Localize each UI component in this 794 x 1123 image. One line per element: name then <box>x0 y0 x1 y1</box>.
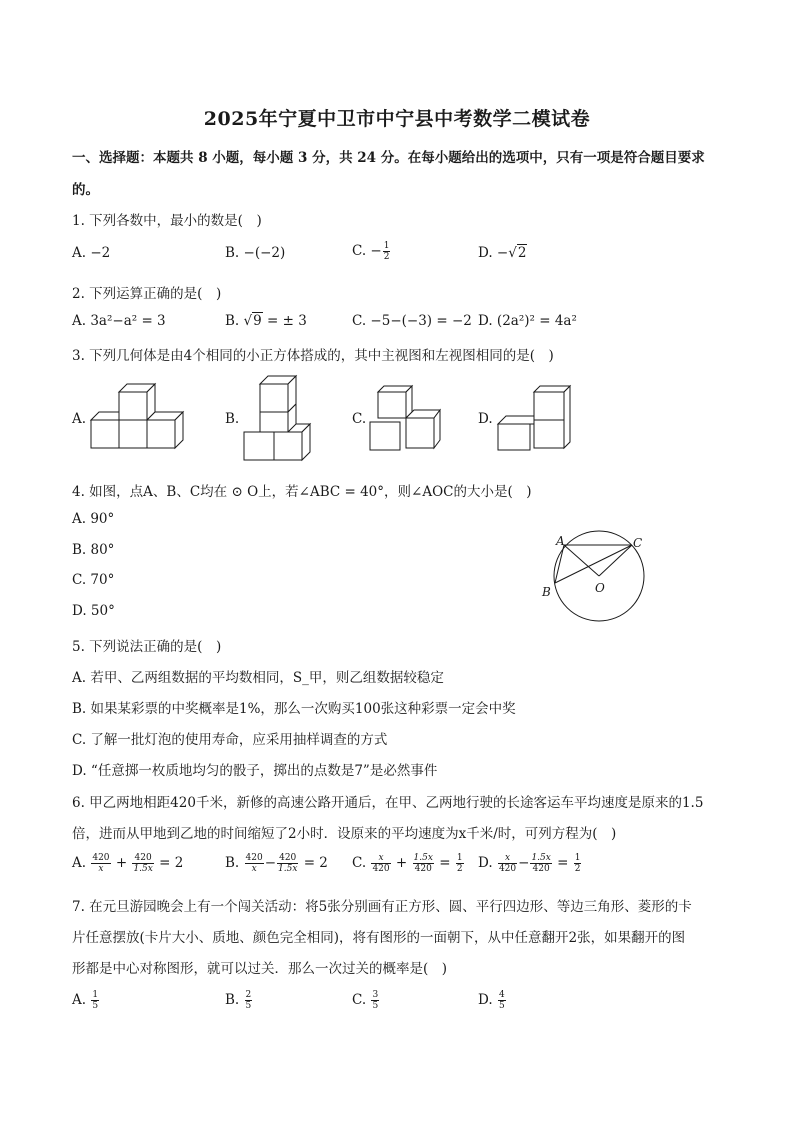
fraction-denominator: 5 <box>245 1001 252 1011</box>
q1-option-c <box>352 241 391 262</box>
q4-circle-figure <box>538 530 658 626</box>
q7-option-c <box>352 990 380 1011</box>
fraction <box>245 853 264 874</box>
q1-option-c-label: C. − <box>352 243 382 259</box>
q2-option-b-tail: = ± 3 <box>262 313 307 329</box>
q7-option-d <box>478 990 507 1011</box>
fraction-denominator: 2 <box>383 252 390 262</box>
q4-option-a: A. 90° <box>72 511 115 527</box>
operator: − <box>518 855 530 871</box>
fraction-numerator: 420 <box>92 853 110 863</box>
fraction-denominator: 2 <box>456 864 463 874</box>
fraction <box>530 853 551 874</box>
q5-option-a: A. 若甲、乙两组数据的平均数相同，S_甲，则乙组数据较稳定 <box>72 670 444 686</box>
fraction <box>456 853 464 874</box>
q4-option-b: B. 80° <box>72 542 115 558</box>
q1-option-d-label: D. − <box>478 245 509 261</box>
fraction <box>498 853 517 874</box>
label-point-o: O <box>595 581 605 595</box>
sqrt-symbol: √ <box>243 313 253 329</box>
fraction-denominator: 5 <box>92 1001 99 1011</box>
q5-option-d: D. “任意掷一枚质地均匀的骰子，掷出的点数是7”是必然事件 <box>72 763 438 779</box>
fraction-denominator: 1.5x <box>133 864 153 874</box>
q6-option-a <box>72 853 183 874</box>
q1-option-d <box>478 245 527 261</box>
q3-figure-d-cubes <box>494 386 574 454</box>
q6-option-b <box>225 853 328 874</box>
label-point-a: A <box>556 534 565 548</box>
segment-bc <box>555 545 632 583</box>
q7-stem-line3: 形都是中心对称图形，就可以过关．那么一次过关的概率是( ) <box>72 961 448 977</box>
q1-option-d-radicand: 2 <box>517 245 527 261</box>
sqrt-symbol: √ <box>508 245 517 261</box>
fraction-numerator: 1.5x <box>413 853 433 863</box>
segment-ao <box>564 545 599 576</box>
label-point-b: B <box>542 585 551 599</box>
operator: − <box>264 855 277 871</box>
q7-option-a <box>72 990 100 1011</box>
q3-option-d-label: D. <box>478 411 493 427</box>
option-label: A. <box>72 992 87 1008</box>
fraction-denominator: x <box>98 864 104 874</box>
fraction-denominator: 420 <box>414 864 432 874</box>
q1-stem: 1. 下列各数中，最小的数是( ) <box>72 213 262 229</box>
fraction-numerator: 1.5x <box>531 853 551 863</box>
fraction-numerator: 420 <box>277 853 298 864</box>
fraction-denominator: 420 <box>532 864 550 874</box>
q3-figure-a-cubes <box>88 384 193 454</box>
option-label: D. <box>478 992 493 1008</box>
q6-option-c <box>352 853 465 874</box>
fraction-denominator: 420 <box>498 864 517 874</box>
fraction <box>371 853 390 874</box>
fraction-numerator: 420 <box>245 853 263 863</box>
fraction-numerator: 420 <box>132 853 153 864</box>
fraction-numerator: 2 <box>245 990 252 1000</box>
q2-option-d: D. (2a²)² = 4a² <box>478 313 577 329</box>
fraction <box>413 853 434 874</box>
q5-stem: 5. 下列说法正确的是( ) <box>72 639 222 655</box>
q2-option-c: C. −5−(−3) = −2 <box>352 313 472 329</box>
fraction-numerator: 1 <box>574 853 581 863</box>
q1-option-b: B. −(−2) <box>225 245 286 261</box>
fraction-denominator: x <box>251 864 257 874</box>
fraction-numerator: 3 <box>372 990 379 1000</box>
equation-rhs: = 2 <box>303 855 328 871</box>
q4-option-d: D. 50° <box>72 603 115 619</box>
q2-option-b-radicand: 9 <box>253 313 262 329</box>
q2-stem: 2. 下列运算正确的是( ) <box>72 286 222 302</box>
fraction-numerator: 1 <box>456 853 463 863</box>
fraction <box>91 853 110 874</box>
option-label: A. <box>72 855 87 871</box>
q4-stem: 4. 如图，点A、B、C均在 ⊙ O上，若∠ABC = 40°，则∠AOC的大小是( ) <box>72 484 532 500</box>
label-point-c: C <box>633 536 643 550</box>
option-label: C. <box>352 992 367 1008</box>
fraction-denominator: 5 <box>372 1001 379 1011</box>
fraction-numerator: x <box>498 853 517 864</box>
segment-ab <box>555 545 564 583</box>
option-label: B. <box>225 992 240 1008</box>
q1-option-a: A. −2 <box>72 245 111 261</box>
q6-stem-line2: 倍，进而从甲地到乙地的时间缩短了2小时．设原来的平均速度为x千米/时，可列方程为( ) <box>72 826 617 842</box>
equation-rhs: = 2 <box>159 855 184 871</box>
q2-option-b <box>225 313 307 329</box>
fraction <box>574 853 582 874</box>
option-label: D. <box>478 855 493 871</box>
segment-co <box>599 545 632 576</box>
q1-option-c-fraction <box>383 241 391 262</box>
fraction-numerator: 4 <box>498 990 505 1000</box>
q6-stem-line1: 6. 甲乙两地相距420千米，新修的高速公路开通后，在甲、乙两地行驶的长途客运车平均速度是原来的1.5 <box>72 795 704 811</box>
fraction-denominator: 2 <box>574 864 581 874</box>
fraction-numerator: 1 <box>383 241 390 251</box>
fraction-denominator: 420 <box>372 864 390 874</box>
equals-sign: = <box>557 855 569 871</box>
option-label: B. <box>225 855 240 871</box>
page-title: 2025年宁夏中卫市中宁县中考数学二模试卷 <box>203 108 591 130</box>
fraction <box>277 853 298 874</box>
section-heading-line1: 一、选择题：本题共 8 小题，每小题 3 分，共 24 分。在每小题给出的选项中，只有一项是符合题目要求 <box>72 150 705 166</box>
q3-option-c-label: C. <box>352 411 367 427</box>
fraction-numerator: x <box>371 853 390 864</box>
operator: + <box>115 855 128 871</box>
fraction-denominator: 1.5x <box>278 864 298 874</box>
q7-stem-line1: 7. 在元旦游园晚会上有一个闯关活动：将5张分别画有正方形、圆、平行四边形、等边三角形、菱形的卡 <box>72 899 692 915</box>
q2-option-b-label: B. <box>225 313 244 329</box>
q3-stem: 3. 下列几何体是由4个相同的小正方体搭成的，其中主视图和左视图相同的是( ) <box>72 348 554 364</box>
option-label: C. <box>352 855 367 871</box>
q4-option-c: C. 70° <box>72 572 115 588</box>
fraction <box>91 990 99 1011</box>
fraction-denominator: 5 <box>498 1001 505 1011</box>
fraction <box>245 990 253 1011</box>
section-heading-line2: 的。 <box>72 182 99 198</box>
equals-sign: = <box>439 855 451 871</box>
q7-stem-line2: 片任意摆放(卡片大小、质地、颜色完全相同)，将有图形的一面朝下，从中任意翻开2张，如果翻开的图 <box>72 930 686 946</box>
q3-figure-b-cubes <box>242 375 322 465</box>
fraction <box>132 853 153 874</box>
q6-option-d <box>478 853 582 874</box>
q5-option-b: B. 如果某彩票的中奖概率是1%，那么一次购买100张这种彩票一定会中奖 <box>72 701 516 717</box>
fraction <box>498 990 506 1011</box>
q3-figure-c-cubes <box>368 386 448 456</box>
fraction <box>371 990 379 1011</box>
q5-option-c: C. 了解一批灯泡的使用寿命，应采用抽样调查的方式 <box>72 732 388 748</box>
fraction-numerator: 1 <box>92 990 99 1000</box>
q3-option-b-label: B. <box>225 411 240 427</box>
q7-option-b <box>225 990 253 1011</box>
operator: + <box>395 855 408 871</box>
q3-option-a-label: A. <box>72 411 87 427</box>
q2-option-a: A. 3a²−a² = 3 <box>72 313 166 329</box>
